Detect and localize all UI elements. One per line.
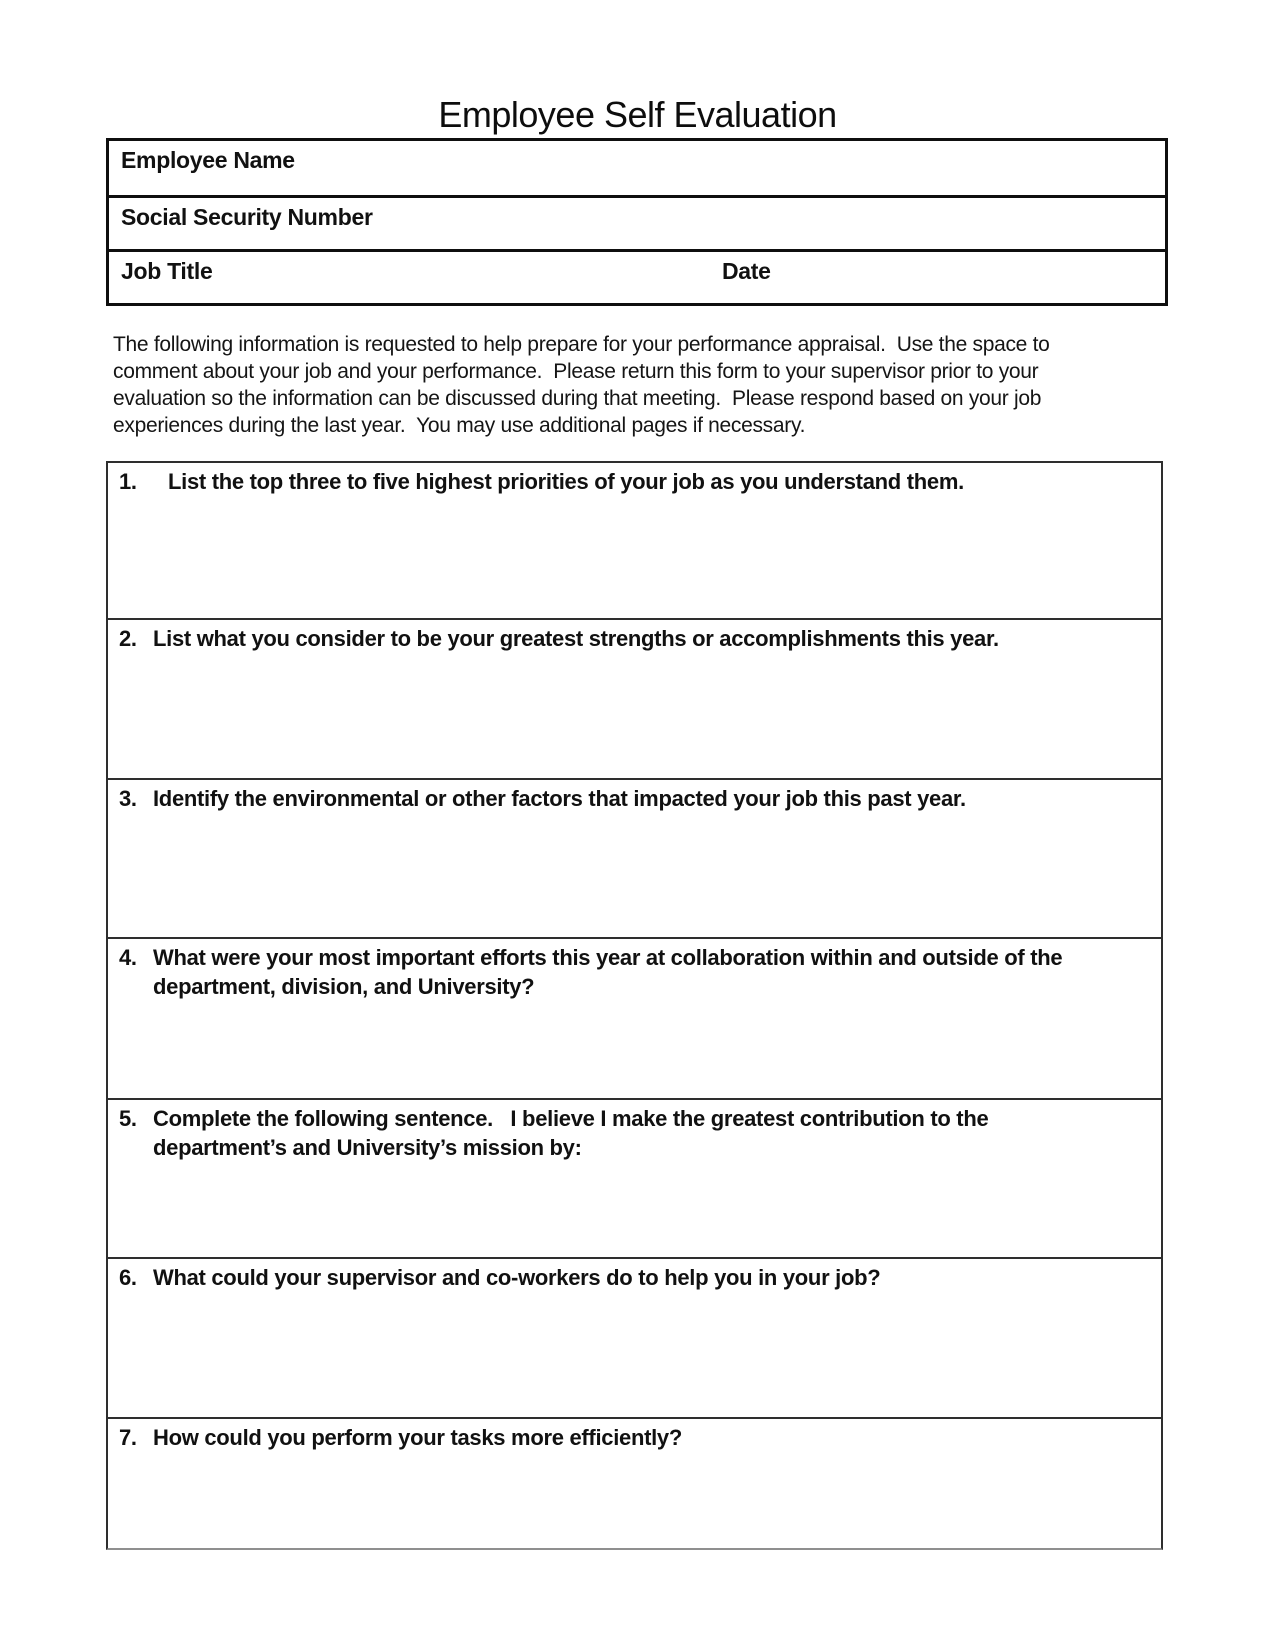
question-line: Complete the following sentence. I believe I make the greatest contribution to the: [153, 1106, 989, 1131]
question-line: What were your most important efforts this year at collaboration within and outside of the: [153, 945, 1063, 970]
question-head-7: [119, 1423, 1151, 1452]
employee-name-row: [109, 141, 1165, 195]
question-row-3: [108, 778, 1161, 937]
answer-area-4[interactable]: [119, 1001, 1151, 1098]
question-number-2: 2.: [119, 626, 137, 651]
question-number-5: 5.: [119, 1106, 137, 1131]
question-head-4: [119, 943, 1151, 1001]
answer-area-3[interactable]: [119, 813, 1151, 937]
question-row-6: [108, 1257, 1161, 1417]
date-label: Date: [722, 258, 771, 284]
question-row-7: [108, 1417, 1161, 1548]
question-line: What could your supervisor and co-workers do to help you in your job?: [153, 1265, 881, 1290]
employee-info-table: [106, 138, 1168, 306]
question-number-3: 3.: [119, 786, 137, 811]
question-text-7: [153, 1423, 1151, 1452]
employee-name-field[interactable]: [295, 147, 1153, 195]
question-line: department, division, and University?: [153, 974, 535, 999]
question-number-7: 7.: [119, 1425, 137, 1450]
question-row-5: [108, 1098, 1161, 1257]
question-text-2: [153, 624, 1151, 653]
answer-area-7[interactable]: [119, 1452, 1151, 1548]
question-text-3: [153, 784, 1151, 813]
question-row-2: [108, 618, 1161, 778]
ssn-row: [109, 195, 1165, 249]
question-table: [106, 461, 1163, 1550]
question-line: How could you perform your tasks more efficiently?: [153, 1425, 682, 1450]
question-head-2: [119, 624, 1151, 653]
question-line: Identify the environmental or other factors that impacted your job this past year.: [153, 786, 966, 811]
page-title: Employee Self Evaluation: [438, 94, 837, 135]
question-text-6: [153, 1263, 1151, 1292]
question-line: department’s and University’s mission by:: [153, 1135, 582, 1160]
job-title-label: Job Title: [121, 258, 213, 284]
question-head-3: [119, 784, 1151, 813]
question-text-5: [153, 1104, 1151, 1162]
question-head-6: [119, 1263, 1151, 1292]
answer-area-2[interactable]: [119, 653, 1151, 778]
question-text-4: [153, 943, 1151, 1001]
employee-name-label: Employee Name: [121, 147, 295, 173]
question-row-4: [108, 937, 1161, 1098]
question-line: List what you consider to be your greatest strengths or accomplishments this year.: [153, 626, 999, 651]
question-line: List the top three to five highest priorities of your job as you understand them.: [168, 469, 964, 494]
job-title-date-row: [109, 249, 1165, 303]
question-text-1: [153, 467, 1151, 496]
question-row-1: [108, 463, 1161, 618]
intro-line: experiences during the last year. You may use additional pages if necessary.: [113, 414, 806, 437]
question-number-1: 1.: [119, 469, 137, 494]
answer-area-1[interactable]: [119, 496, 1151, 618]
intro-line: The following information is requested to help prepare for your performance appraisal. Use the space to: [113, 333, 1050, 356]
question-head-1: [119, 467, 1151, 496]
question-number-6: 6.: [119, 1265, 137, 1290]
intro-line: evaluation so the information can be discussed during that meeting. Please respond based on your job: [113, 387, 1042, 410]
question-number-4: 4.: [119, 945, 137, 970]
answer-area-5[interactable]: [119, 1162, 1151, 1257]
intro-line: comment about your job and your performance. Please return this form to your supervisor prior to your: [113, 360, 1039, 383]
ssn-field[interactable]: [373, 204, 1153, 249]
question-head-5: [119, 1104, 1151, 1162]
answer-area-6[interactable]: [119, 1292, 1151, 1417]
job-title-field[interactable]: [212, 258, 1153, 303]
ssn-label: Social Security Number: [121, 204, 373, 230]
intro-paragraph: [113, 331, 1113, 439]
